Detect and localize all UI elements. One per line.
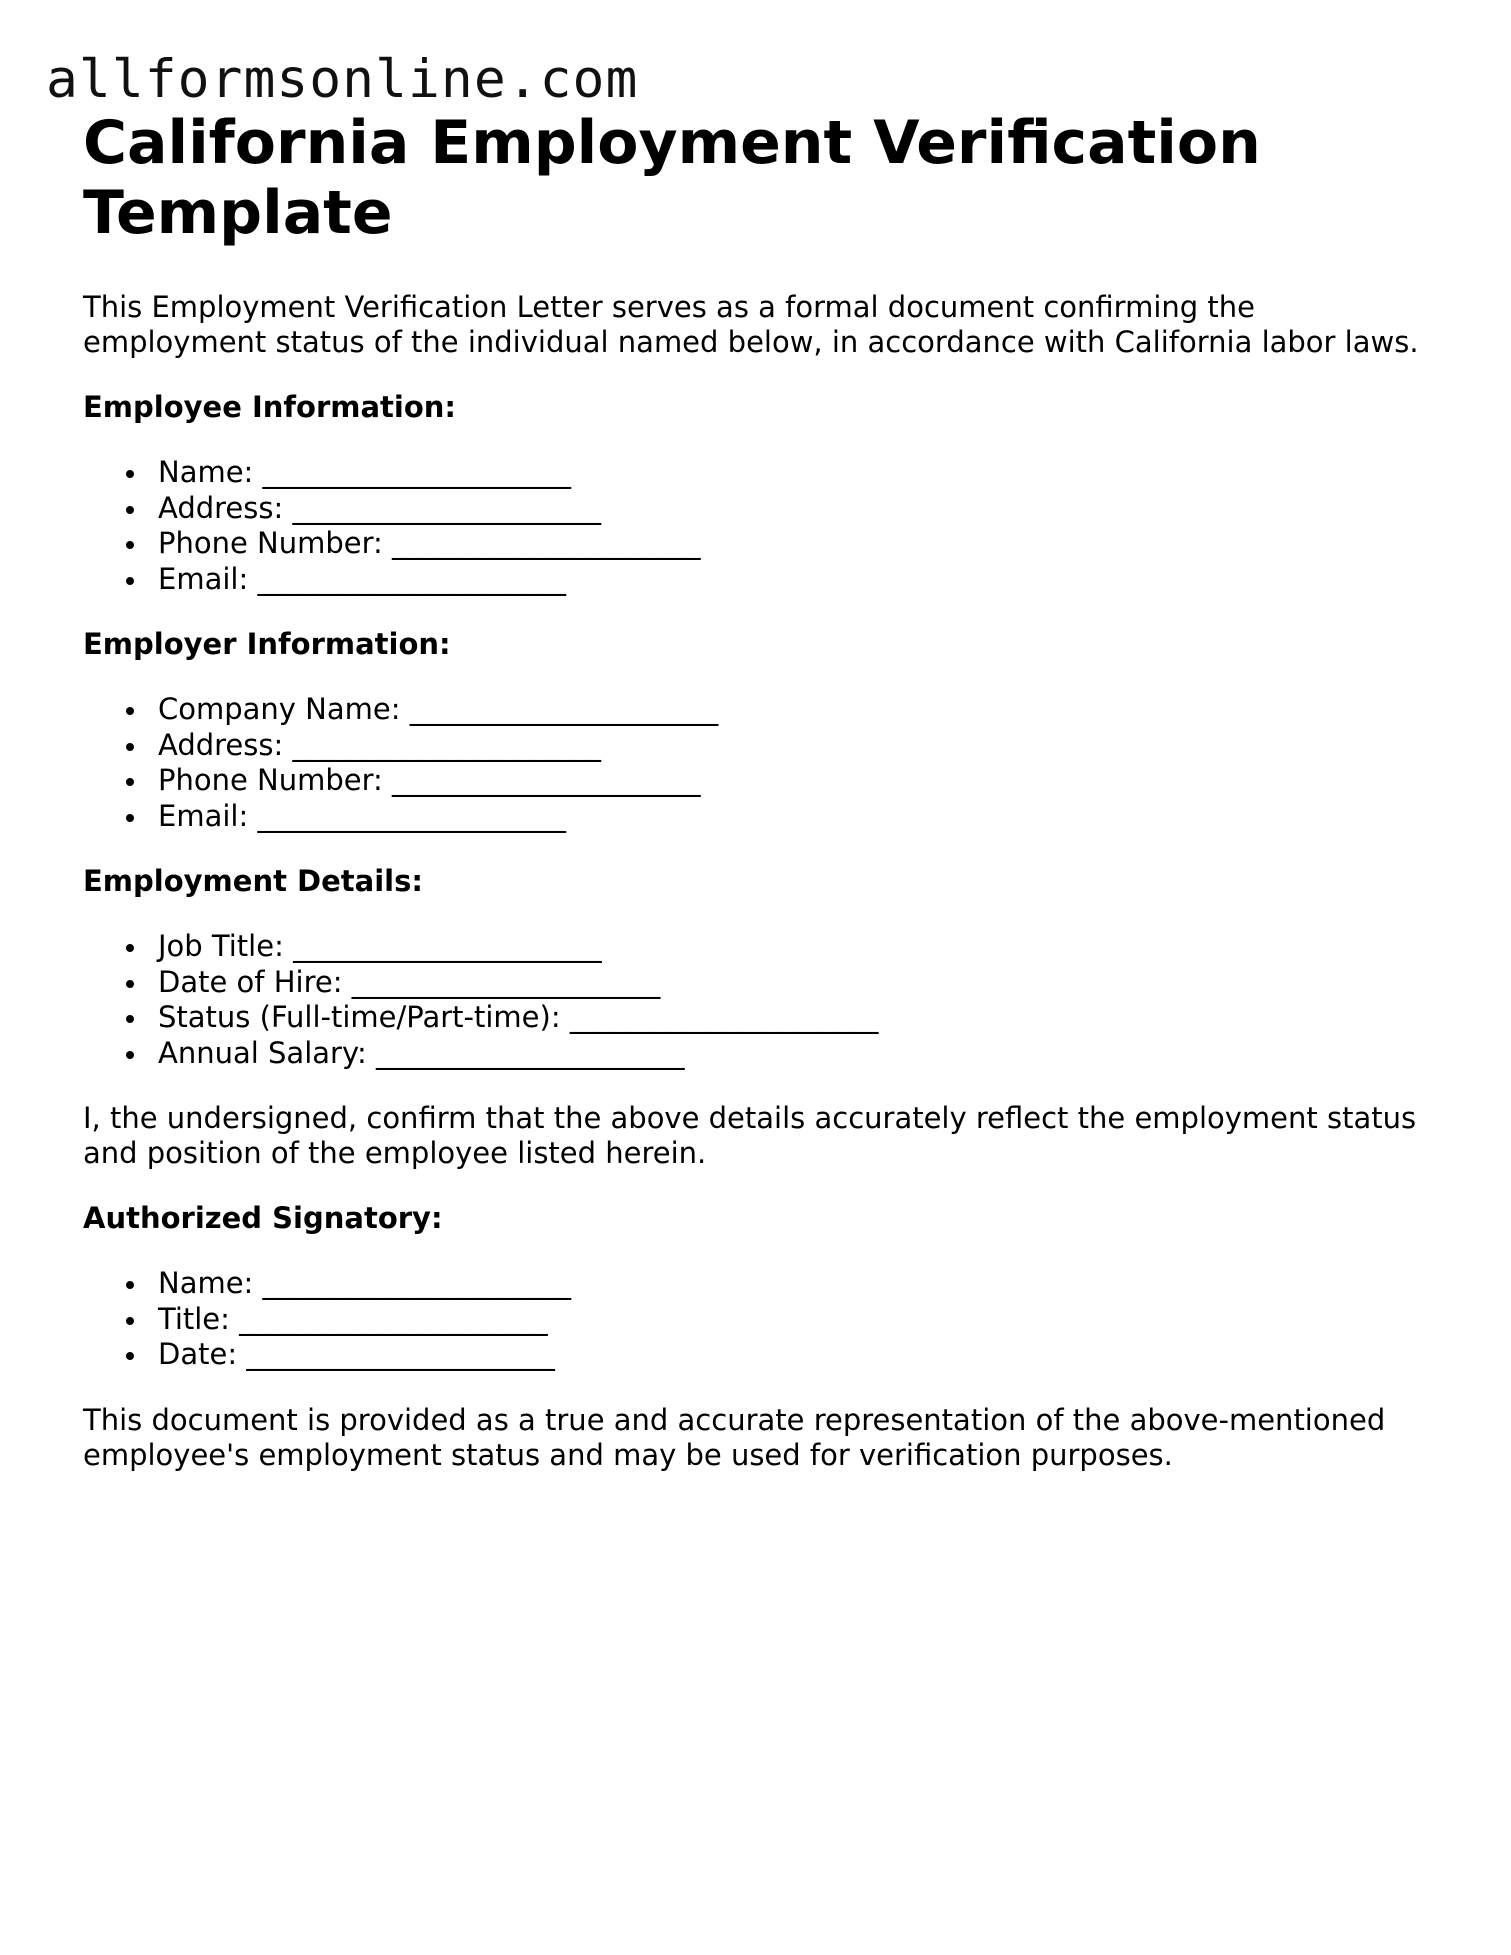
field-label: Email: [158, 561, 249, 596]
signatory-section-heading: Authorized Signatory: [83, 1201, 443, 1235]
field-label: Address: [158, 727, 284, 762]
list-item [158, 526, 1423, 562]
field-label: Name: [158, 455, 254, 489]
blank-line[interactable]: ______________________ [409, 692, 718, 726]
field-label: Date of Hire: [158, 964, 343, 999]
signatory-fields-list [83, 1266, 1423, 1373]
field-label: Phone Number: [158, 763, 383, 797]
blank-line[interactable]: ______________________ [569, 1000, 878, 1034]
blank-line[interactable]: ______________________ [392, 763, 701, 797]
page-title: California Employment Verification Template [83, 108, 1261, 248]
blank-line[interactable]: ______________________ [392, 526, 701, 560]
list-item [158, 799, 1423, 835]
blank-line[interactable]: ______________________ [293, 929, 602, 963]
watermark: allformsonline.com [46, 49, 639, 110]
blank-line[interactable]: ______________________ [292, 727, 601, 762]
closing-paragraph: This document is provided as a true and accurate representation of the above-mentioned employee's employment status and may be used for verification purposes. [83, 1402, 1386, 1472]
list-item [158, 929, 1423, 965]
list-item [158, 1302, 1423, 1338]
blank-line[interactable]: ______________________ [292, 490, 601, 525]
list-item [158, 562, 1423, 598]
employee-section-heading: Employee Information: [83, 390, 457, 424]
blank-line[interactable]: ______________________ [257, 561, 566, 596]
employment-section-heading: Employment Details: [83, 864, 423, 898]
document-page [83, 108, 1423, 1473]
list-item [158, 1266, 1423, 1302]
field-label: Job Title: [158, 929, 284, 963]
list-item [158, 1337, 1423, 1373]
blank-line[interactable]: ______________________ [257, 798, 566, 833]
intro-paragraph: This Employment Verification Letter serves as a formal document confirming the employment status of the individual named below, in accordance with California labor laws. [83, 290, 1419, 359]
employee-fields-list [83, 455, 1423, 597]
field-label: Date: [158, 1337, 238, 1371]
list-item [158, 763, 1423, 799]
blank-line[interactable]: ______________________ [246, 1337, 555, 1371]
field-label: Annual Salary: [158, 1035, 367, 1070]
employer-fields-list [83, 692, 1423, 834]
list-item [158, 1000, 1423, 1036]
list-item [158, 965, 1423, 1001]
field-label: Email: [158, 798, 249, 833]
field-label: Company Name: [158, 692, 401, 726]
employer-section-heading: Employer Information: [83, 627, 451, 661]
field-label: Title: [158, 1301, 230, 1336]
blank-line[interactable]: ______________________ [262, 455, 571, 489]
list-item [158, 728, 1423, 764]
confirmation-paragraph: I, the undersigned, confirm that the above details accurately reflect the employment status and position of the employee listed herein. [83, 1101, 1417, 1170]
list-item [158, 455, 1423, 491]
list-item [158, 1036, 1423, 1072]
blank-line[interactable]: ______________________ [262, 1266, 571, 1300]
blank-line[interactable]: ______________________ [376, 1035, 684, 1070]
list-item [158, 692, 1423, 728]
blank-line[interactable]: ______________________ [239, 1301, 548, 1336]
field-label: Address: [158, 490, 284, 525]
field-label: Status (Full-time/Part-time): [158, 1000, 561, 1034]
blank-line[interactable]: ______________________ [351, 964, 660, 999]
field-label: Name: [158, 1266, 254, 1300]
employment-fields-list [83, 929, 1423, 1071]
field-label: Phone Number: [158, 526, 383, 560]
list-item [158, 491, 1423, 527]
